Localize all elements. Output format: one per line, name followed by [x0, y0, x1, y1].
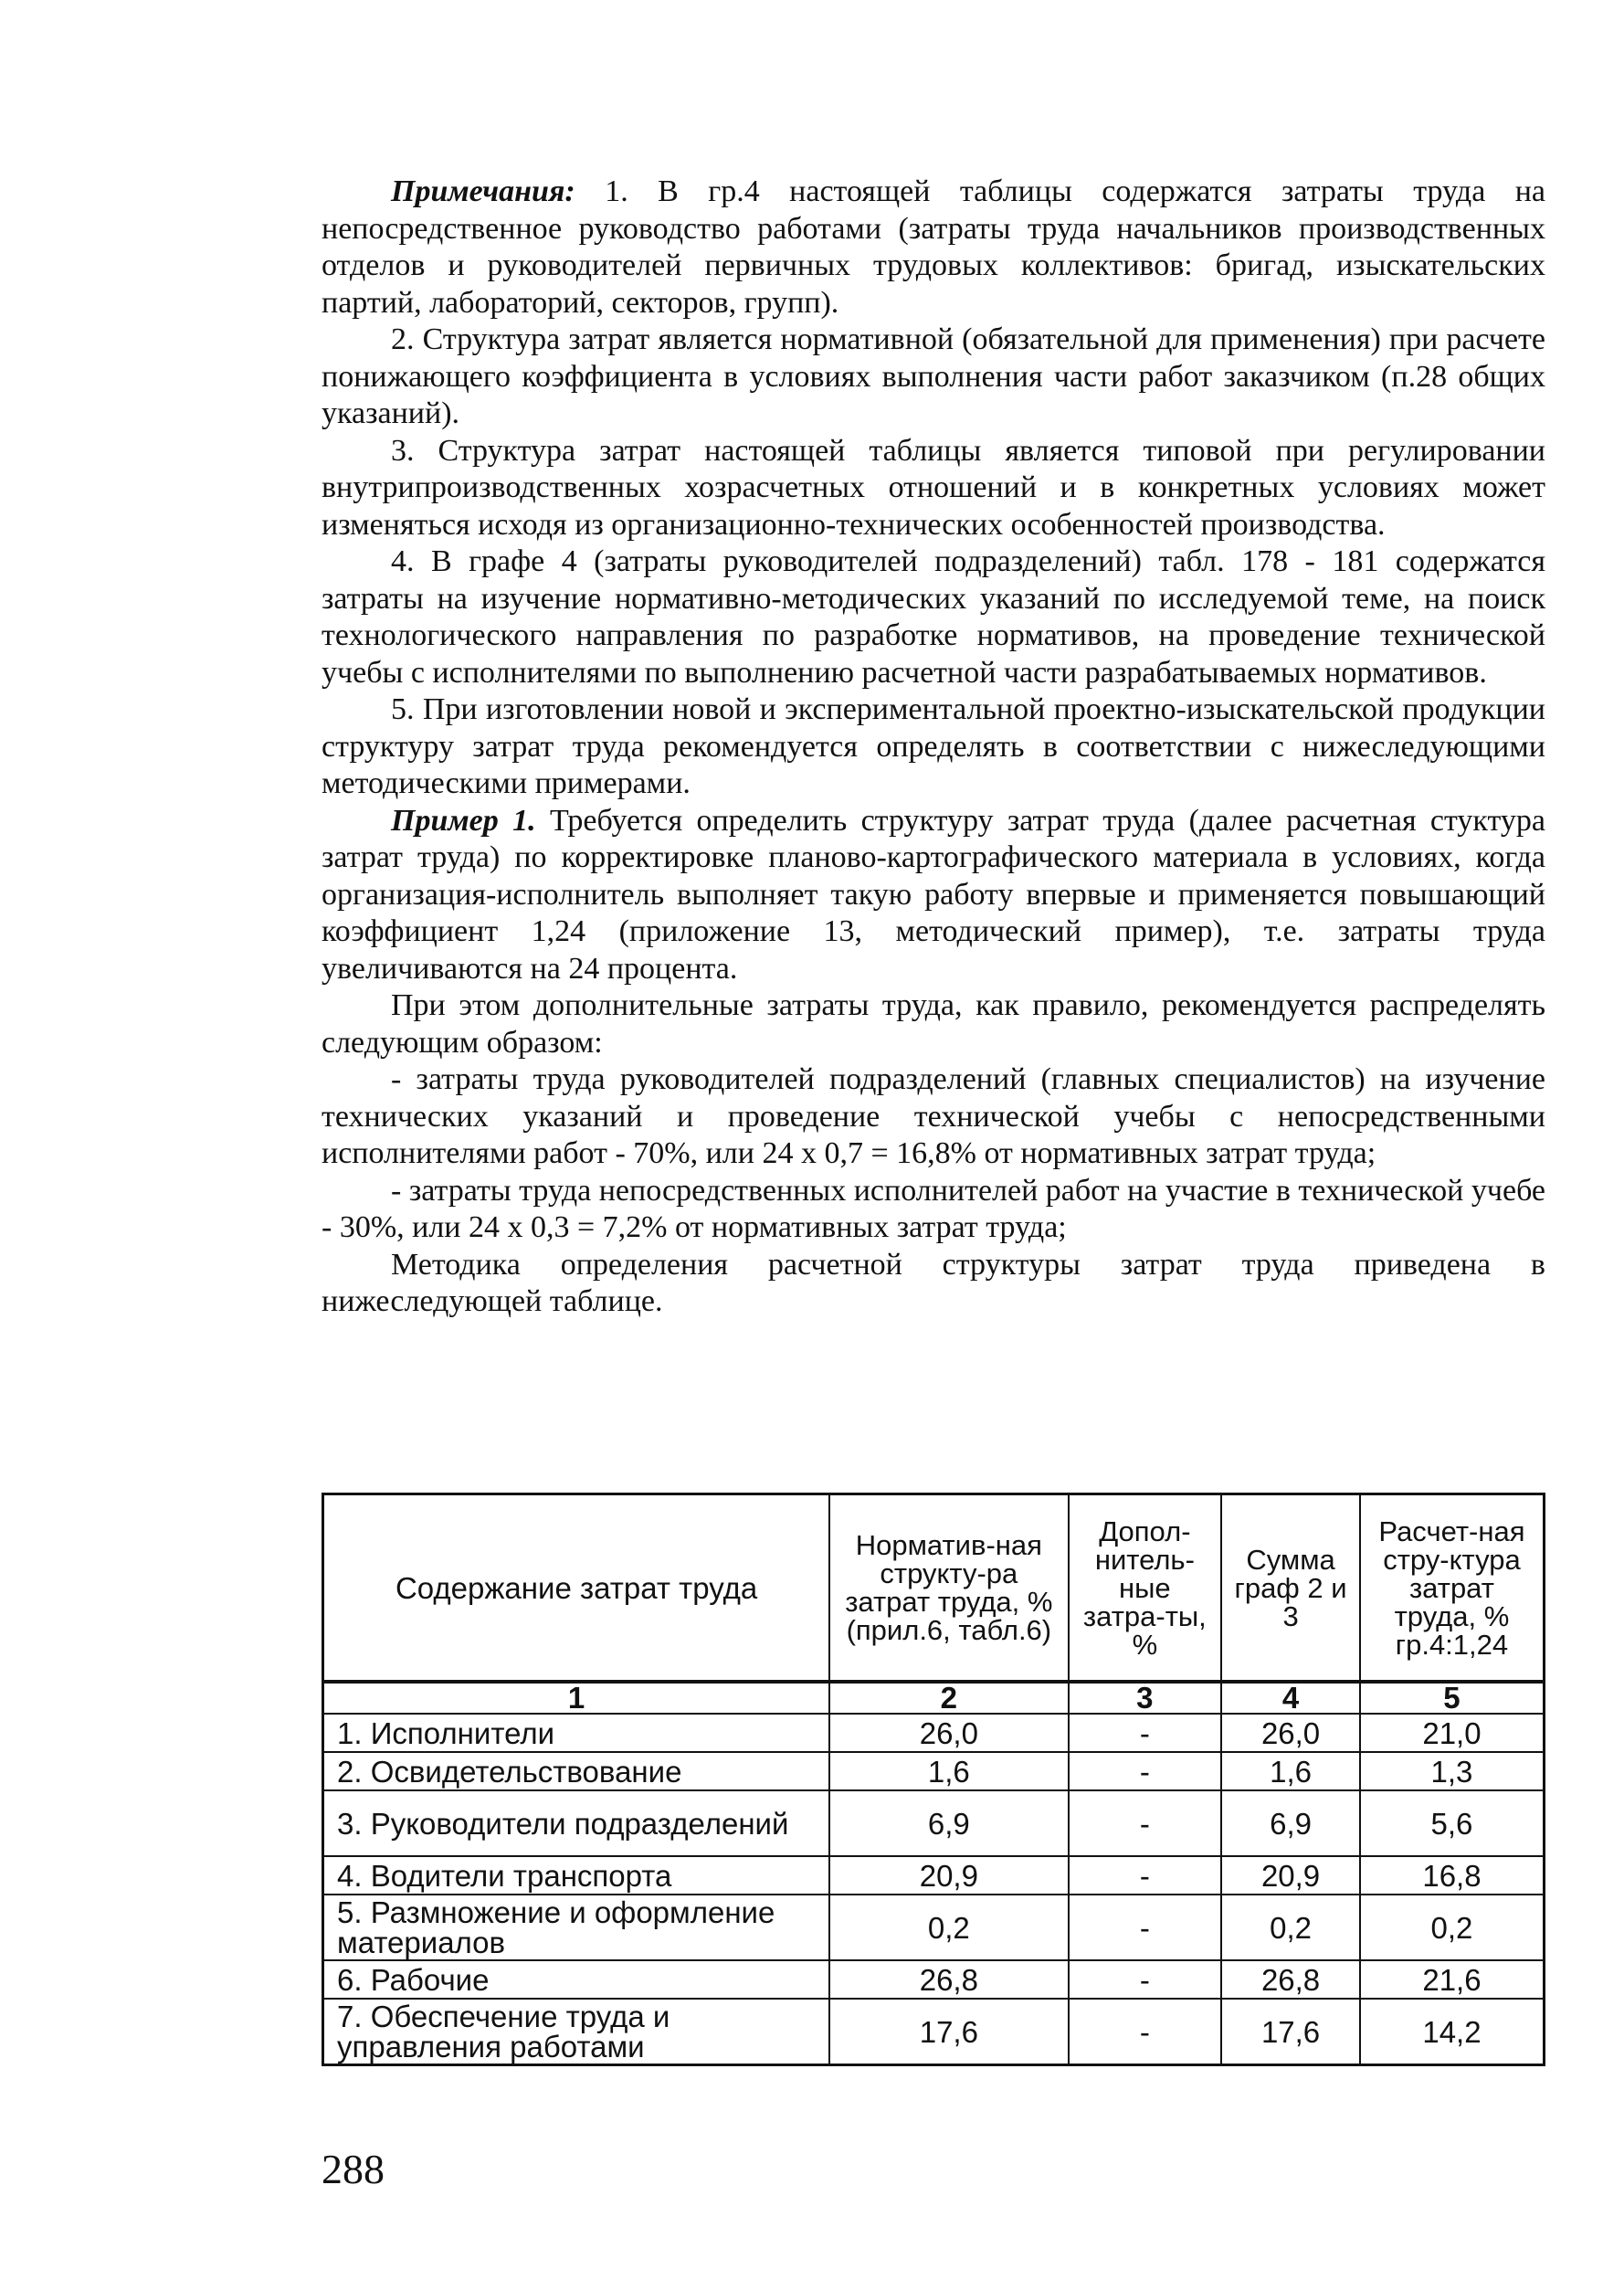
row-value-additional: - — [1069, 1999, 1222, 2065]
header-col-2: Норматив-ная структу-ра затрат труда, % (прил.6, табл.6) — [829, 1494, 1068, 1683]
table-header-row — [323, 1494, 1545, 1683]
example-paragraph — [322, 803, 1545, 988]
row-value-calculated: 0,2 — [1360, 1895, 1545, 1960]
notes-label: Примечания: — [391, 174, 575, 208]
row-value-calculated: 16,8 — [1360, 1856, 1545, 1895]
row-value-normative: 1,6 — [829, 1752, 1068, 1790]
row-value-normative: 6,9 — [829, 1790, 1068, 1856]
labor-structure-table — [322, 1493, 1545, 2066]
row-value-additional: - — [1069, 1752, 1222, 1790]
column-number: 4 — [1221, 1682, 1360, 1714]
row-value-sum: 26,0 — [1221, 1714, 1360, 1752]
example-para-3: Методика определения расчетной структуры затрат труда приведена в нижеследующей таблице. — [322, 1247, 1545, 1318]
row-value-additional: - — [1069, 1856, 1222, 1895]
row-name: 5. Размножение и оформление материалов — [323, 1895, 830, 1960]
note-2: 2. Структура затрат является нормативной (обязательной для применения) при расчете понижающего коэффициента в условиях выполнения части работ заказчиком (п.28 общих указаний). — [322, 322, 1545, 430]
header-col-4: Сумма граф 2 и 3 — [1221, 1494, 1360, 1683]
row-name: 6. Рабочие — [323, 1960, 830, 1999]
row-value-sum: 20,9 — [1221, 1856, 1360, 1895]
column-number: 2 — [829, 1682, 1068, 1714]
column-number: 1 — [323, 1682, 830, 1714]
page-text — [322, 174, 1545, 1321]
row-value-calculated: 5,6 — [1360, 1790, 1545, 1856]
note-4: 4. В графе 4 (затраты руководителей подразделений) табл. 178 - 181 содержатся затраты на изучение нормативно-методических указаний по исследуемой теме, на поиск технологического направления по разработке нормативов, на проведение технической учебы с исполнителями по выполнению расчетной части разрабатываемых нормативов. — [322, 544, 1545, 690]
example-bullet-2: - затраты труда непосредственных исполнителей работ на участие в технической учебе - 30%, или 24 x 0,3 = 7,2% от нормативных затрат труда; — [322, 1173, 1546, 1244]
table-row — [323, 1714, 1545, 1752]
table-row — [323, 1960, 1545, 1999]
header-col-5: Расчет-ная стру-ктура затрат труда, % гр.4:1,24 — [1360, 1494, 1545, 1683]
column-number: 5 — [1360, 1682, 1545, 1714]
note-1 — [322, 174, 1545, 322]
example-text: Требуется определить структуру затрат труда (далее расчетная стуктура затрат труда) по корректировке планово-картографического материала в условиях, когда организация-исполнитель выполняет такую работу впервые и применяется повышающий коэффициент 1,24 (приложение 13, методический пример), т.е. затраты труда увеличиваются на 24 процента. — [322, 803, 1545, 986]
example-para-2: При этом дополнительные затраты труда, как правило, рекомендуется распределять следующим образом: — [322, 988, 1545, 1060]
row-name: 3. Руководители подразделений — [323, 1790, 830, 1856]
row-value-sum: 0,2 — [1221, 1895, 1360, 1960]
example-label: Пример 1. — [391, 803, 536, 838]
row-value-sum: 6,9 — [1221, 1790, 1360, 1856]
example-bullet-1: - затраты труда руководителей подразделений (главных специалистов) на изучение технических указаний и проведение технической учебы с непосредственными исполнителями работ - 70%, или 24 x 0,7 = 16,8% от нормативных затрат труда; — [322, 1062, 1545, 1170]
column-number: 3 — [1069, 1682, 1222, 1714]
row-value-normative: 17,6 — [829, 1999, 1068, 2065]
header-col-3: Допол-нитель-ные затра-ты, % — [1069, 1494, 1222, 1683]
row-value-calculated: 21,6 — [1360, 1960, 1545, 1999]
row-name: 4. Водители транспорта — [323, 1856, 830, 1895]
column-number-row — [323, 1682, 1545, 1714]
row-value-calculated: 1,3 — [1360, 1752, 1545, 1790]
table-row — [323, 1895, 1545, 1960]
row-value-calculated: 21,0 — [1360, 1714, 1545, 1752]
row-value-normative: 20,9 — [829, 1856, 1068, 1895]
table-row — [323, 1856, 1545, 1895]
row-value-normative: 0,2 — [829, 1895, 1068, 1960]
header-col-1: Содержание затрат труда — [323, 1494, 830, 1683]
row-name: 7. Обеспечение труда и управления работами — [323, 1999, 830, 2065]
note-1-text: 1. В гр.4 настоящей таблицы содержатся затраты труда на непосредственное руководство работами (затраты труда начальников производственных отделов и руководителей первичных трудовых коллективов: бригад, изыскательских партий, лабораторий, секторов, групп). — [322, 174, 1546, 320]
row-value-sum: 26,8 — [1221, 1960, 1360, 1999]
row-value-sum: 1,6 — [1221, 1752, 1360, 1790]
row-value-calculated: 14,2 — [1360, 1999, 1545, 2065]
row-name: 1. Исполнители — [323, 1714, 830, 1752]
note-5: 5. При изготовлении новой и экспериментальной проектно-изыскательской продукции структуру затрат труда рекомендуется определять в соответствии с нижеследующими методическими примерами. — [322, 692, 1545, 800]
row-value-additional: - — [1069, 1895, 1222, 1960]
row-value-normative: 26,0 — [829, 1714, 1068, 1752]
page-number: 288 — [322, 2146, 385, 2192]
note-3: 3. Структура затрат настоящей таблицы является типовой при регулировании внутрипроизводственных хозрасчетных отношений и в конкретных условиях может изменяться исходя из организационно-технических особенностей производства. — [322, 433, 1545, 542]
row-value-additional: - — [1069, 1714, 1222, 1752]
table-row — [323, 1999, 1545, 2065]
table-row — [323, 1752, 1545, 1790]
row-value-additional: - — [1069, 1790, 1222, 1856]
row-value-sum: 17,6 — [1221, 1999, 1360, 2065]
row-value-normative: 26,8 — [829, 1960, 1068, 1999]
row-name: 2. Освидетельствование — [323, 1752, 830, 1790]
row-value-additional: - — [1069, 1960, 1222, 1999]
table-row — [323, 1790, 1545, 1856]
